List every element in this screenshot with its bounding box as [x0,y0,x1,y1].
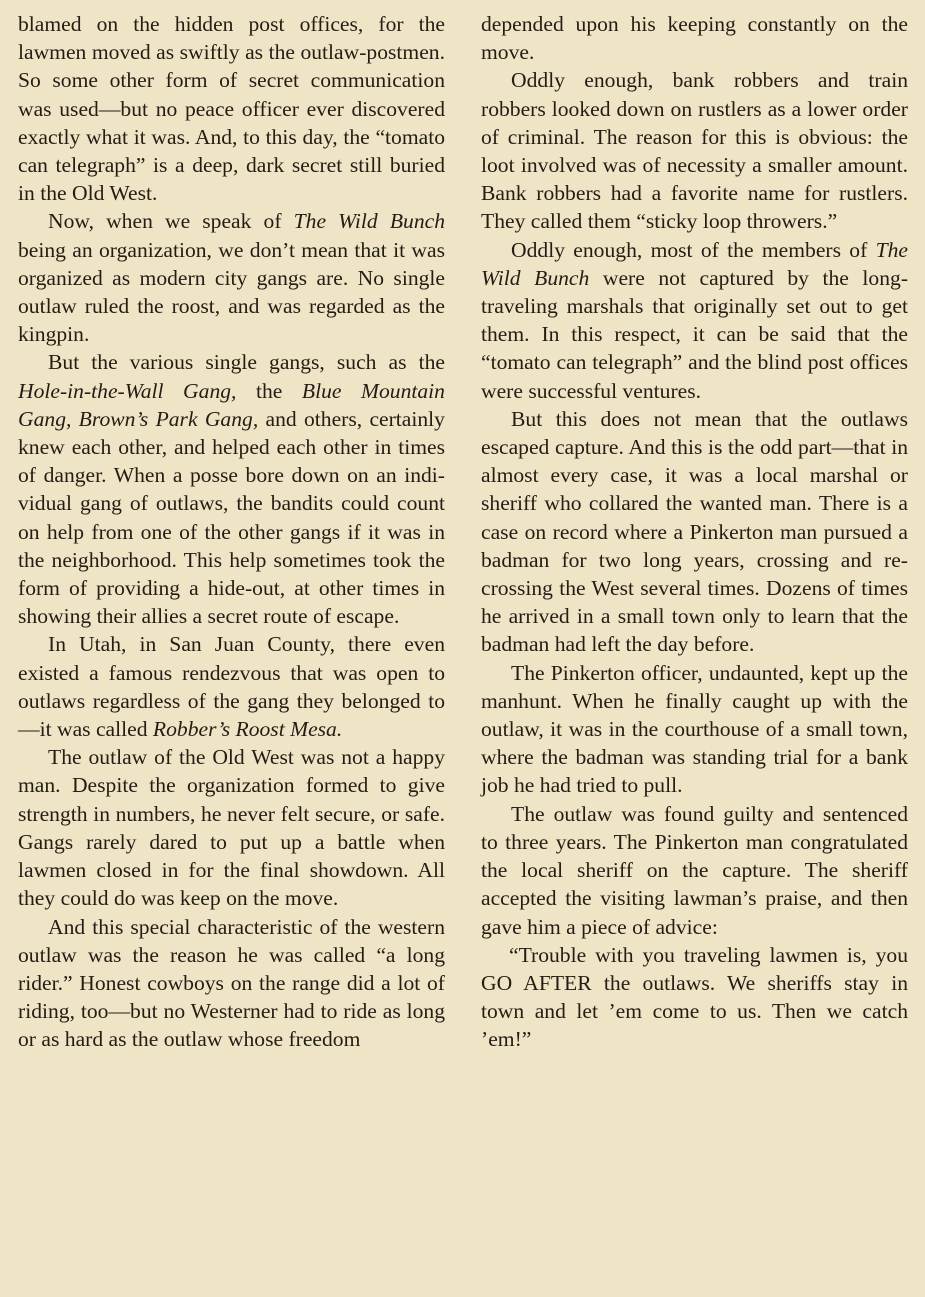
right-paragraph-2: Oddly enough, bank robbers and train robbers looked down on rustlers as a lower order of criminal. The reason for this is obvious: the loot involved was of necessity a smaller amount. Bank robbers had a favorite name for rustlers. They called them “sticky loop throwers.” [481,68,908,234]
left-paragraph-3-text-a: But the various single gangs, such as the [48,350,445,375]
left-paragraph-2-text-b: being an organization, we don’t mean that it was organized as modern city gangs are. No single outlaw ruled the roost, and was regarded as the kingpin. [18,237,445,347]
left-paragraph-5: The outlaw of the Old West was not a happy man. Despite the organization formed to give strength in numbers, he never felt secure, or safe. Gangs rarely dared to put up a battle when lawmen closed in for the final showdown. All they could do was keep on the move. [18,745,445,911]
left-column [18,10,445,1297]
left-paragraph-4-text-a: In Utah, in San Juan County, there even existed a famous rendezvous that was open to outlaws regardless of the gang they belonged to—it was called [18,632,445,742]
left-paragraph-1: blamed on the hidden post offices, for the lawmen moved as swiftly as the outlaw-postmen. So some other form of secret communication was used—but no peace officer ever discovered exactly what it was. And, to this day, the “tomato can telegraph” is a deep, dark secret still buried in the Old West. [18,12,445,206]
right-paragraph-6: The outlaw was found guilty and sentenced to three years. The Pinkerton man congratulated the local sheriff on the capture. The sheriff accepted the visiting lawman’s praise, and then gave him a piece of advice: [481,801,908,939]
left-paragraph-2 [18,207,445,348]
left-paragraph-3 [18,348,445,630]
right-paragraph-3-text-a: Oddly enough, most of the members of [511,237,876,262]
left-paragraph-3-text-c: and others, certainly knew each other, and helped each other in times of danger. When a posse bore down on an individual gang of outlaws, the bandits could count on help from one of the other gangs if it was in the neighborhood. This help sometimes took the form of providing a hide-out, at other times in showing their allies a secret route of escape. [18,406,445,629]
wild-bunch-title-2: The Wild Bunch [481,237,908,290]
left-paragraph-3-text-b: the [236,378,302,403]
left-paragraph-6: And this special characteristic of the western outlaw was the reason he was called “a long rider.” Honest cowboys on the range did a lot of riding, too—but no Westerner had to ride as long or as hard as the outlaw whose freedom [18,914,445,1052]
sheriff-quote: “Trouble with you traveling lawmen is, you GO AFTER the outlaws. We sheriffs stay in town and let ’em come to us. Then we catch ’em!” [481,942,908,1052]
robbers-roost-mesa: Robber’s Roost Mesa. [152,717,343,742]
left-paragraph-2-text-a: Now, when we speak of [48,209,294,234]
right-column [481,10,908,1297]
right-paragraph-5: The Pinkerton officer, undaunted, kept up the manhunt. When he finally caught up with the outlaw, it was in the courthouse of a small town, where the badman was standing trial for a bank job he had tried to pull. [481,660,908,798]
hole-in-the-wall-gang: Hole-in-the-Wall Gang, [18,378,237,403]
wild-bunch-title: The Wild Bunch [293,209,446,234]
right-paragraph-1: depended upon his keeping constantly on the move. [481,12,908,65]
right-paragraph-3 [481,236,908,405]
left-paragraph-4 [18,630,445,743]
blue-mountain-browns-park-gangs: Blue Mountain Gang, Brown’s Park Gang, [18,378,445,431]
right-paragraph-4: But this does not mean that the outlaws escaped capture. And this is the odd part—that in almost every case, it was a local marshal or sheriff who collared the wanted man. There is a case on record where a Pinkerton man pursued a badman for two long years, crossing and re-crossing the West several times. Dozens of times he arrived in a small town only to learn that the badman had left the day before. [481,406,908,657]
right-paragraph-3-text-b: were not captured by the long-traveling marshals that originally set out to get them. In this respect, it can be said that the “tomato can telegraph” and the blind post offices were successful ventures. [481,265,909,403]
